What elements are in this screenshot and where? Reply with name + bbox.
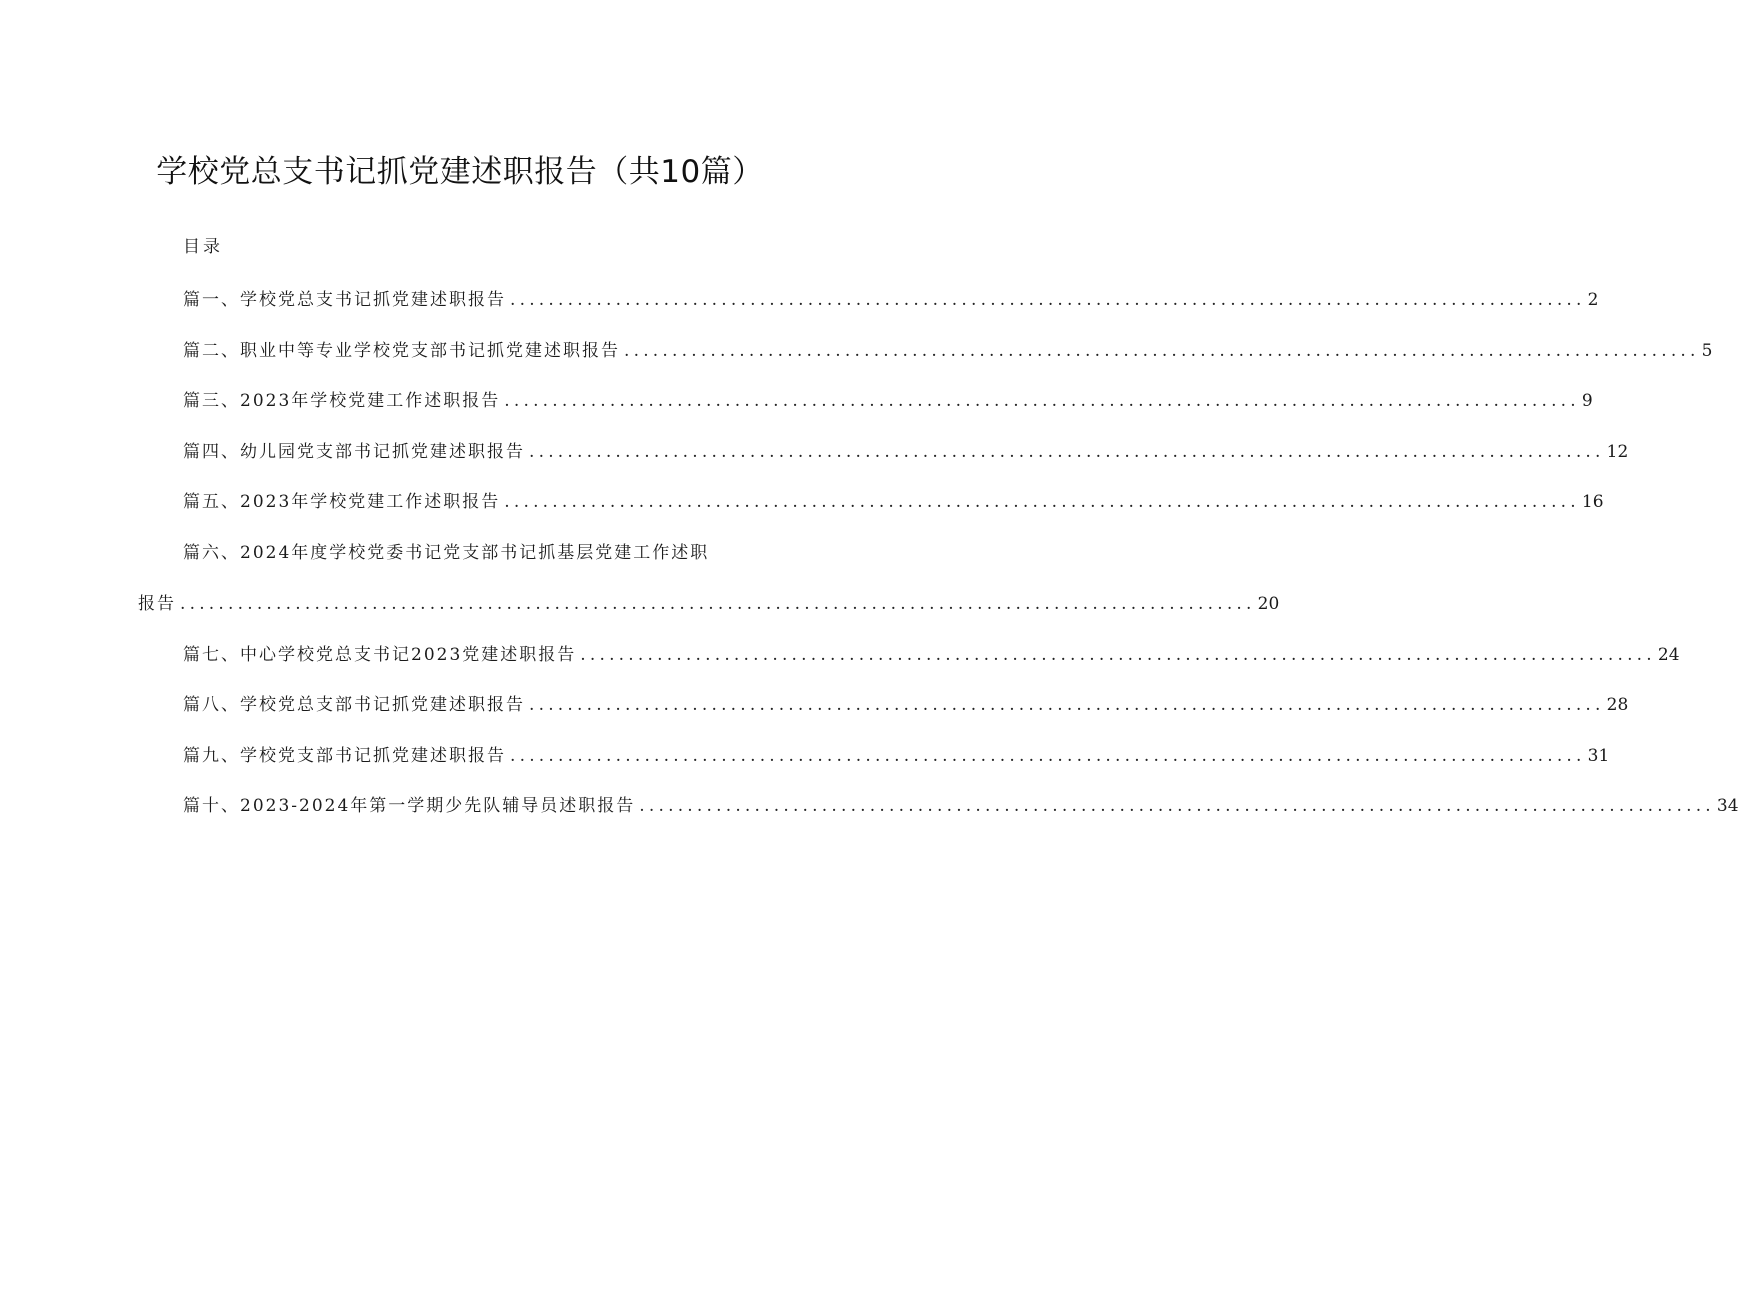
toc-heading: 目录 <box>183 237 223 257</box>
toc-entry-title: 篇六、2024年度学校党委书记党支部书记抓基层党建工作述职 <box>183 543 710 563</box>
toc-leader-dots: ................................................................................................................ <box>504 492 1580 512</box>
toc-entry-2[interactable] <box>183 337 1713 365</box>
toc-page-number: 16 <box>1581 492 1604 512</box>
toc-page-number: 20 <box>1257 594 1280 614</box>
toc-page-number: 24 <box>1657 645 1680 665</box>
toc-entry-title: 篇八、学校党总支部书记抓党建述职报告 <box>183 695 525 715</box>
toc-entry-6[interactable] <box>183 539 777 567</box>
toc-page-number: 31 <box>1587 746 1610 766</box>
toc-entry-7[interactable] <box>183 641 1680 669</box>
toc-entry-6-continuation[interactable] <box>138 590 1280 618</box>
toc-leader-dots: ................................................................................................................ <box>510 290 1586 310</box>
toc-leader-dots: ................................................................................................................ <box>180 594 1256 614</box>
toc-entry-8[interactable] <box>183 691 1629 719</box>
toc-entry-9[interactable] <box>183 742 1610 770</box>
toc-entry-title: 篇十、2023-2024年第一学期少先队辅导员述职报告 <box>183 796 636 816</box>
toc-page-number: 5 <box>1701 341 1713 361</box>
toc-entry-title: 篇三、2023年学校党建工作述职报告 <box>183 391 501 411</box>
toc-page-number: 2 <box>1587 290 1599 310</box>
toc-page-number: 9 <box>1581 391 1593 411</box>
toc-page-number: 28 <box>1606 695 1629 715</box>
toc-entry-title: 篇五、2023年学校党建工作述职报告 <box>183 492 501 512</box>
toc-entry-5[interactable] <box>183 488 1604 516</box>
toc-leader-dots: ................................................................................................................ <box>529 695 1605 715</box>
toc-page-number: 34 <box>1716 796 1739 816</box>
toc-entry-3[interactable] <box>183 387 1593 415</box>
toc-leader-dots: ................................................................................................................ <box>510 746 1586 766</box>
toc-leader-dots: ................................................................................................................ <box>504 391 1580 411</box>
toc-entry-4[interactable] <box>183 438 1629 466</box>
toc-page-number: 12 <box>1606 442 1629 462</box>
toc-leader-dots: ................................................................................................................ <box>580 645 1656 665</box>
toc-entry-title: 篇九、学校党支部书记抓党建述职报告 <box>183 746 506 766</box>
toc-entry-title: 篇七、中心学校党总支书记2023党建述职报告 <box>183 645 577 665</box>
toc-entry-title: 篇二、职业中等专业学校党支部书记抓党建述职报告 <box>183 341 620 361</box>
toc-entry-title: 篇一、学校党总支书记抓党建述职报告 <box>183 290 506 310</box>
toc-leader-dots: ................................................................................................................ <box>639 796 1715 816</box>
document-title: 学校党总支书记抓党建述职报告（共10篇） <box>156 154 764 190</box>
toc-entry-title-continuation: 报告 <box>138 594 176 614</box>
toc-entry-1[interactable] <box>183 286 1599 314</box>
toc-leader-dots: ................................................................................................................ <box>624 341 1700 361</box>
toc-entry-title: 篇四、幼儿园党支部书记抓党建述职报告 <box>183 442 525 462</box>
toc-leader-dots: ................................................................................................................ <box>529 442 1605 462</box>
toc-entry-10[interactable] <box>183 792 1739 820</box>
